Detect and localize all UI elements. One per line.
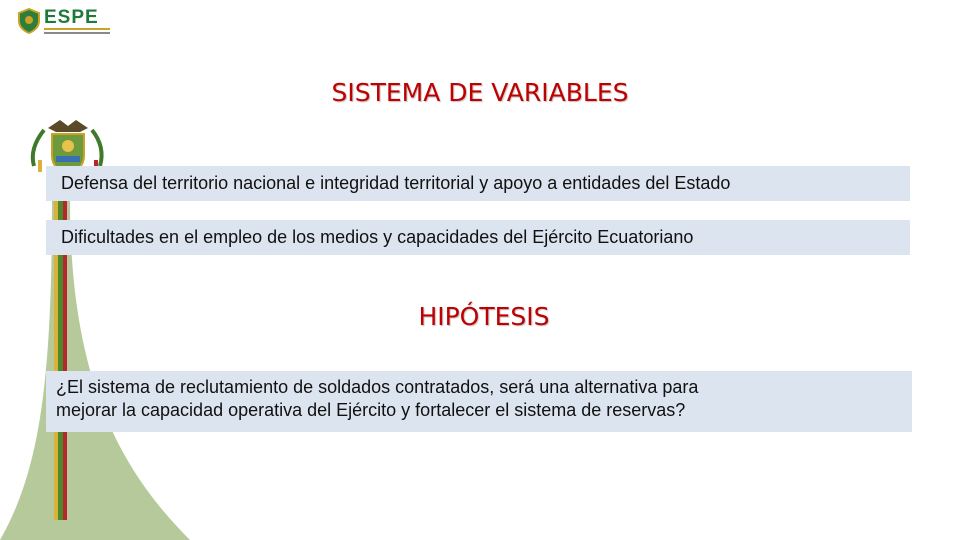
hypothesis-line-1: ¿El sistema de reclutamiento de soldados contratados, será una alternativa para	[56, 377, 699, 397]
espe-logo	[18, 6, 110, 36]
variables-title: SISTEMA DE VARIABLES	[331, 78, 629, 107]
variable-box-1: Defensa del territorio nacional e integridad territorial y apoyo a entidades del Estado	[46, 166, 910, 201]
variable-box-2: Dificultades en el empleo de los medios y capacidades del Ejército Ecuatoriano	[46, 220, 910, 255]
hypothesis-title: HIPÓTESIS	[418, 302, 550, 331]
logo-underline-2	[44, 32, 110, 34]
logo-name: ESPE	[44, 7, 99, 28]
logo-underline	[44, 28, 110, 30]
espe-shield-icon	[18, 8, 40, 34]
hypothesis-box	[46, 371, 912, 432]
hypothesis-line-2: mejorar la capacidad operativa del Ejército y fortalecer el sistema de reservas?	[56, 400, 686, 420]
